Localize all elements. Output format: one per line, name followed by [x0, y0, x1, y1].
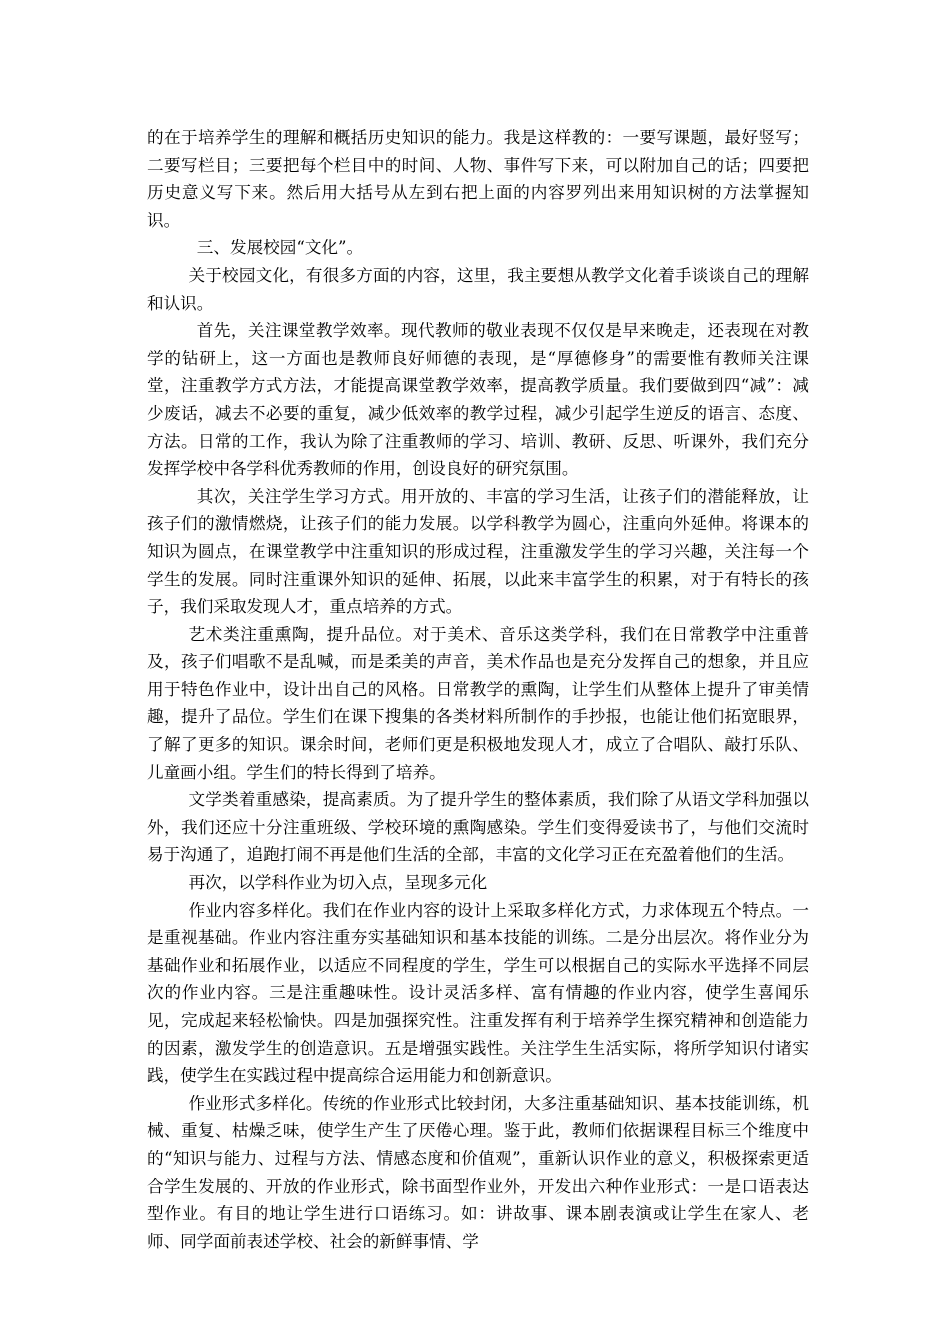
paragraph-literature-education: 文学类着重感染，提高素质。为了提升学生的整体素质，我们除了从语文学科加强以外，我们还应十分注重班级、学校环境的熏陶感染。学生们变得爱读书了，与他们交流时易于沟通了，追跑打闹不再是他们生活的全部，丰富的文化学习正在充盈着他们的生活。: [147, 790, 809, 865]
paragraph-campus-culture-intro: 关于校园文化，有很多方面的内容，这里，我主要想从教学文化着手谈谈自己的理解和认识。: [147, 265, 809, 313]
paragraph-homework-forms: 作业形式多样化。传统的作业形式比较封闭，大多注重基础知识、基本技能训练，机械、重复、枯燥乏味，使学生产生了厌倦心理。鉴于此，教师们依据课程目标三个维度中的“知识与能力、过程与方法、情感态度和价值观”，重新认识作业的意义，积极探索更适合学生发展的、开放的作业形式，除书面型作业外，开发出六种作业形式：一是口语表达型作业。有目的地让学生进行口语练习。如：讲故事、课本剧表演或让学生在家人、老师、同学面前表述学校、社会的新鲜事情、学: [147, 1093, 809, 1251]
paragraph-learning-methods: 其次，关注学生学习方式。用开放的、丰富的学习生活，让孩子们的潜能释放，让孩子们的激情燃烧，让孩子们的能力发展。以学科教学为圆心，注重向外延伸。将课本的知识为圆点，在课堂教学中注重知识的形成过程，注重激发学生的学习兴趣，关注每一个学生的发展。同时注重课外知识的延伸、拓展，以此来丰富学生的积累，对于有特长的孩子，我们采取发现人才，重点培养的方式。: [147, 486, 809, 617]
paragraph-classroom-efficiency: 首先，关注课堂教学效率。现代教师的敬业表现不仅仅是早来晚走，还表现在对教学的钻研上，这一方面也是教师良好师德的表现，是“厚德修身”的需要惟有教师关注课堂，注重教学方式方法，才能提高课堂教学效率，提高教学质量。我们要做到四“减”：减少废话，减去不必要的重复，减少低效率的教学过程，减少引起学生逆反的语言、态度、方法。日常的工作，我认为除了注重教师的学习、培训、教研、反思、听课外，我们充分发挥学校中各学科优秀教师的作用，创设良好的研究氛围。: [147, 321, 809, 479]
paragraph-homework-heading: 再次，以学科作业为切入点，呈现多元化: [188, 873, 488, 893]
paragraph-arts-education: 艺术类注重熏陶，提升品位。对于美术、音乐这类学科，我们在日常教学中注重普及，孩子们唱歌不是乱喊，而是柔美的声音，美术作品也是充分发挥自己的想象，并且应用于特色作业中，设计出自己的风格。日常教学的熏陶，让学生们从整体上提升了审美情趣，提升了品位。学生们在课下搜集的各类材料所制作的手抄报，也能让他们拓宽眼界，了解了更多的知识。课余时间，老师们更是积极地发现人才，成立了合唱队、敲打乐队、儿童画小组。学生们的特长得到了培养。: [147, 624, 809, 782]
paragraph-homework-content: 作业内容多样化。我们在作业内容的设计上采取多样化方式，力求体现五个特点。一是重视基础。作业内容注重夯实基础知识和基本技能的训练。二是分出层次。将作业分为基础作业和拓展作业，以适应不同程度的学生，学生可以根据自己的实际水平选择不同层次的作业内容。三是注重趣味性。设计灵活多样、富有情趣的作业内容，使学生喜闻乐见，完成起来轻松愉快。四是加强探究性。注重发挥有利于培养学生探究精神和创造能力的因素，激发学生的创造意识。五是增强实践性。关注学生生活实际，将所学知识付诸实践，使学生在实践过程中提高综合运用能力和创新意识。: [147, 900, 809, 1086]
section-heading-campus-culture: 三、发展校园“文化”。: [196, 238, 364, 258]
paragraph-history-method: 的在于培养学生的理解和概括历史知识的能力。我是这样教的：一要写课题，最好竖写；二要写栏目；三要把每个栏目中的时间、人物、事件写下来，可以附加自己的话；四要把历史意义写下来。然后用大括号从左到右把上面的内容罗列出来用知识树的方法掌握知识。: [147, 128, 809, 230]
document-page: [147, 124, 809, 1255]
